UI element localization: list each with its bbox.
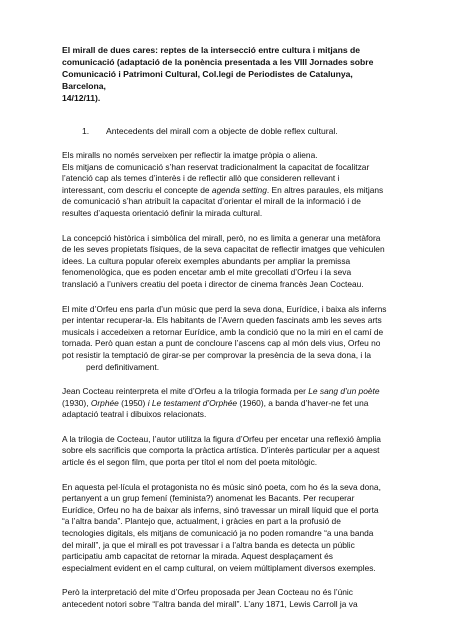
text-line: Eurídice, Orfeu no ha de baixar als inferns, sinó travessar un mirall líquid que el porta bbox=[62, 504, 379, 515]
section-number: 1. bbox=[82, 126, 90, 136]
text-line bbox=[62, 398, 393, 410]
italic-title: agenda setting bbox=[211, 184, 267, 195]
text-line: de comunicació s’han atribuït la capacitat d’orientar el mirall de la informació i de bbox=[62, 196, 361, 207]
text-line: idees. La cultura popular ofereix exemples abundants per ampliar la premissa bbox=[62, 255, 351, 266]
paragraph bbox=[62, 150, 393, 220]
text-run: interessant, com descriu el concepte de bbox=[62, 184, 212, 195]
text-line: l’atenció cap als temes d’interès i de reflectir allò que consideren rellevant i bbox=[62, 173, 340, 184]
text-line: musicals i accedeixen a retornar Eurídice, amb la condició que no la miri en el camí de bbox=[62, 326, 384, 337]
title-line: 14/12/11). bbox=[62, 93, 101, 103]
text-line: “a l’altra banda”. Plantejo que, actualment, i gràcies en part a la profusió de bbox=[62, 516, 341, 527]
text-line: Els miralls no només serveixen per reflectir la imatge pròpia o aliena. bbox=[62, 150, 318, 160]
text-line: sobre els sacrificis que comporta la pràctica artística. D’interès particular per a aquest bbox=[62, 445, 380, 456]
text-line: El mite d’Orfeu ens parla d’un músic que perd la seva dona, Eurídice, i baixa als inferns bbox=[62, 303, 387, 314]
italic-title: Le sang d’un poète bbox=[308, 386, 380, 397]
paragraph bbox=[62, 233, 393, 291]
text-line: pertanyent a un grup femení (feminista?) anomenat les Bacants. Per recuperar bbox=[62, 493, 355, 504]
paragraph bbox=[62, 386, 393, 421]
text-line: Els mitjans de comunicació s’han reservat tradicionalment la capacitat de focalitzar bbox=[62, 161, 370, 172]
section-heading bbox=[62, 126, 393, 137]
document-body bbox=[62, 150, 393, 611]
text-line bbox=[62, 185, 393, 197]
text-run: . En altres paraules, els mitjans bbox=[266, 184, 384, 195]
paragraph bbox=[62, 482, 393, 575]
paragraph bbox=[62, 434, 393, 469]
text-line: A la trilogia de Cocteau, l’autor utilitza la figura d’Orfeu per encetar una reflexió àmplia bbox=[62, 433, 381, 444]
text-line: article és el segon film, que porta per títol el nom del poeta mitològic. bbox=[62, 457, 318, 468]
text-line: per intentar recuperar-la. Els habitants de l’Avern queden fascinats amb les seves arts bbox=[62, 315, 382, 326]
text-line: perd definitivament. bbox=[86, 361, 160, 372]
paragraph bbox=[62, 304, 393, 374]
paragraph bbox=[62, 587, 393, 610]
italic-title: i Le testament d’Orphée bbox=[147, 397, 238, 408]
text-run: (1950) bbox=[118, 397, 148, 408]
text-run: (1930), bbox=[62, 397, 91, 408]
text-line: tornada. Però quan estan a punt de concloure l’ascens cap al món dels vius, Orfeu no bbox=[62, 338, 381, 349]
text-line: translació a l’univers creatiu del poeta i director de cinema francès Jean Cocteau. bbox=[62, 278, 364, 289]
title-line: El mirall de dues cares: reptes de la intersecció entre cultura i mitjans de bbox=[62, 45, 361, 55]
text-line: resultes d’aquesta orientació definir la mirada cultural. bbox=[62, 207, 263, 218]
text-line: Però la interpretació del mite d’Orfeu proposada per Jean Cocteau no és l’únic bbox=[62, 587, 353, 598]
text-line: En aquesta pel·lícula el protagonista no és músic sinó poeta, com ho és la seva dona, bbox=[62, 481, 381, 492]
text-line: antecedent notori sobre “l’altra banda del mirall”. L’any 1871, Lewis Carroll ja va bbox=[62, 599, 358, 609]
document-title bbox=[62, 44, 393, 104]
title-line: Comunicació i Patrimoni Cultural, Col.legi de Periodistes de Catalunya, Barcelona, bbox=[62, 69, 353, 91]
section-heading-text: Antecedents del mirall com a objecte de doble reflex cultural. bbox=[106, 126, 338, 136]
text-line: fenomenològica, que es poden encetar amb el mite grecollati d’Orfeu i la seva bbox=[62, 267, 352, 278]
text-line: participatiu amb capacitat de retornar la mirada. Aquest desplaçament és bbox=[62, 551, 333, 562]
text-line: especialment evident en el camp cultural, on veiem múltiplament diversos exemples. bbox=[62, 562, 376, 573]
text-line: adaptació teatral i dibuixos relacionats. bbox=[62, 409, 207, 420]
italic-title: Orphée bbox=[90, 397, 119, 408]
text-run: (1960), a banda d’haver-ne fet una bbox=[237, 397, 369, 408]
text-line: del mirall”, ja que el mirall es pot travessar i a l’altra banda es detecta un públic bbox=[62, 539, 355, 550]
text-line bbox=[62, 386, 393, 398]
text-line: de les seves propietats físiques, de la seva capacitat de reflectir imatges que vehiculen bbox=[62, 244, 385, 255]
text-line: La concepció històrica i simbòlica del mirall, però, no es limita a generar una metàfora bbox=[62, 232, 381, 243]
text-run: Jean Cocteau reinterpreta el mite d’Orfeu a la trilogia formada per bbox=[62, 386, 309, 397]
text-line: tecnologies digitals, els mitjans de comunicació ja no poden romandre “a una banda bbox=[62, 528, 374, 539]
text-line: pot resistir la temptació de girar-se per comprovar la presència de la seva dona, i la bbox=[62, 349, 372, 360]
title-line: comunicació (adaptació de la ponència presentada a les VIII Jornades sobre bbox=[62, 57, 374, 67]
